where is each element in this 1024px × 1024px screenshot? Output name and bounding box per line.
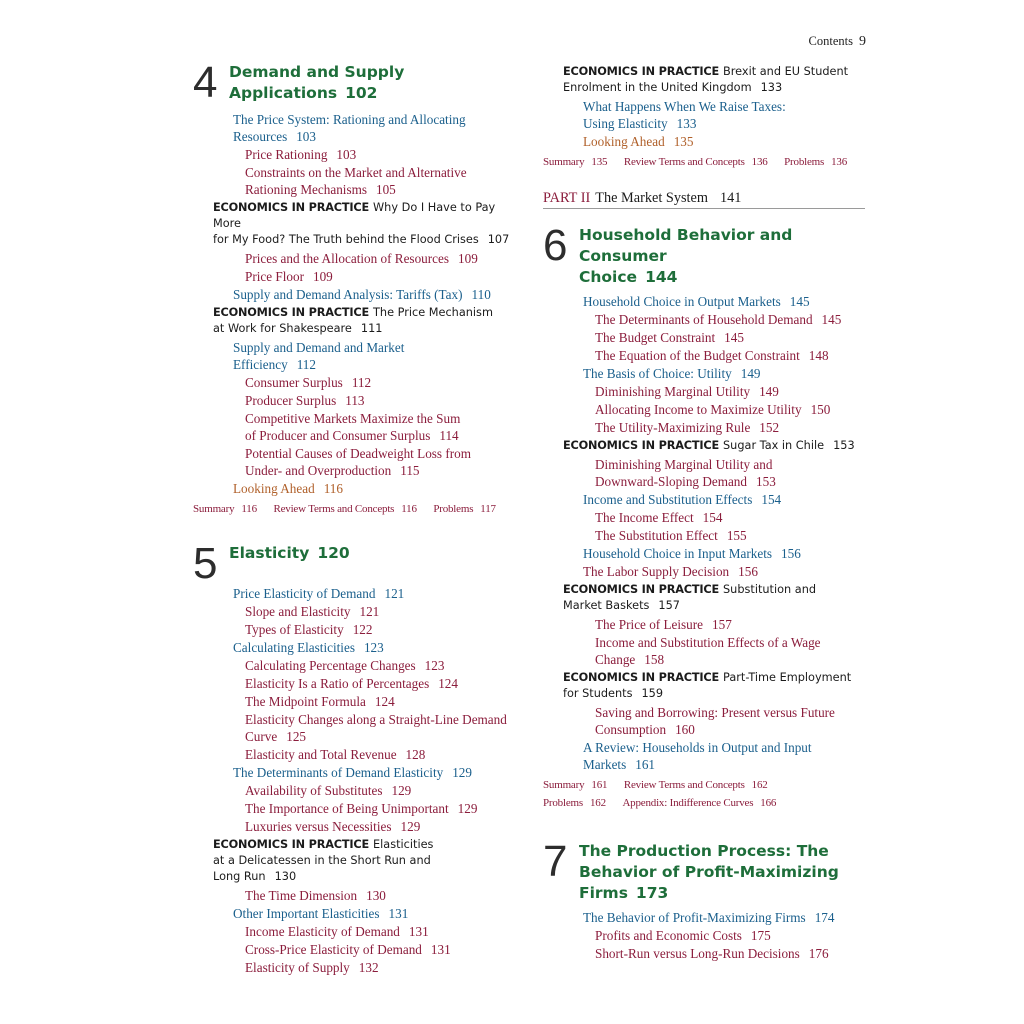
- entry-text: 114: [439, 428, 459, 443]
- entry-text: 153: [833, 439, 855, 452]
- entry-text: 131: [408, 924, 429, 939]
- entry-text: Calculating Elasticities: [233, 640, 355, 655]
- toc-subsection[interactable]: [583, 563, 865, 580]
- entry-text: 161: [635, 757, 655, 772]
- problems-link[interactable]: [433, 503, 495, 515]
- entry-text: Problems: [784, 156, 825, 168]
- toc-subsection[interactable]: [245, 887, 523, 904]
- review-link[interactable]: [624, 779, 768, 791]
- summary-link[interactable]: [543, 779, 607, 791]
- entry-text: 109: [458, 251, 478, 266]
- entry-text: 149: [740, 366, 761, 381]
- entry-text: Prices and the Allocation of Resources: [245, 251, 449, 266]
- entry-text: Elasticity and Total Revenue: [245, 747, 397, 762]
- toc-subsection[interactable]: [595, 527, 865, 544]
- entry-text: 105: [375, 182, 396, 197]
- entry-text: The Basis of Choice: Utility: [583, 366, 732, 381]
- toc-subsection[interactable]: [595, 456, 865, 490]
- toc-subsection[interactable]: [595, 927, 865, 944]
- entry-text: Review Terms and Concepts: [623, 779, 745, 791]
- entry-text: 125: [286, 729, 307, 744]
- review-link[interactable]: [624, 156, 768, 168]
- entry-text: Producer Surplus: [245, 393, 337, 408]
- toc-subsection[interactable]: [245, 941, 523, 958]
- toc-section[interactable]: [233, 639, 523, 656]
- entry-text: 157: [658, 599, 680, 612]
- entry-text: 122: [352, 622, 373, 637]
- entry-text: Resources: [233, 129, 288, 144]
- entry-text: 162: [589, 797, 606, 809]
- entry-text: 120: [317, 544, 350, 562]
- entry-text: 103: [296, 129, 316, 144]
- review-link[interactable]: [273, 503, 416, 515]
- chapter-number: 6: [543, 221, 568, 270]
- entry-text: 128: [405, 747, 426, 762]
- entry-text: Problems: [433, 503, 474, 515]
- entry-text: for My Food? The Truth behind the Flood Crises: [213, 233, 479, 246]
- entry-text: 135: [591, 156, 608, 168]
- entry-text: 174: [814, 910, 835, 925]
- toc-subsection[interactable]: [245, 374, 523, 391]
- toc-subsection[interactable]: [595, 616, 865, 633]
- entry-text: Firms: [579, 884, 628, 902]
- appendix-link[interactable]: [622, 797, 776, 809]
- entry-text: Efficiency: [233, 357, 288, 372]
- toc-subsection[interactable]: [245, 445, 523, 479]
- entry-text: Other Important Elasticities: [233, 906, 380, 921]
- entry-text: 133: [760, 81, 783, 94]
- entry-text: 161: [591, 779, 608, 791]
- right-column: [543, 62, 865, 963]
- entry-text: Curve: [245, 729, 278, 744]
- entry-text: The Substitution Effect: [595, 528, 718, 543]
- toc-subsection[interactable]: [245, 782, 523, 799]
- entry-text: Luxuries versus Necessities: [245, 819, 392, 834]
- entry-text: 107: [487, 233, 510, 246]
- toc-section[interactable]: [583, 739, 865, 773]
- entry-text: ECONOMICS IN PRACTICE: [563, 583, 720, 596]
- toc-subsection[interactable]: [245, 818, 523, 835]
- entry-text: Part-Time Employment: [723, 671, 852, 684]
- toc-subsection[interactable]: [245, 657, 523, 674]
- entry-text: Using Elasticity: [583, 116, 668, 131]
- entry-text: Choice: [579, 268, 638, 286]
- entry-text: 145: [789, 294, 810, 309]
- toc-section[interactable]: [233, 905, 523, 922]
- entry-text: 130: [366, 888, 386, 903]
- entry-text: 130: [274, 870, 297, 883]
- toc-subsection[interactable]: [245, 746, 523, 763]
- entry-text: The Determinants of Household Demand: [595, 312, 813, 327]
- entry-text: The Market System: [595, 190, 708, 206]
- entry-text: Summary: [543, 779, 585, 791]
- entry-text: The Price Mechanism: [373, 306, 493, 319]
- part-heading[interactable]: [543, 190, 865, 209]
- entry-text: Saving and Borrowing: Present versus Future: [595, 705, 835, 720]
- chapter-number: 5: [193, 539, 218, 588]
- toc-section[interactable]: [233, 585, 523, 602]
- chapter-end-matter: [543, 777, 865, 793]
- entry-text: 117: [480, 503, 496, 515]
- entry-text: Review Terms and Concepts: [623, 156, 745, 168]
- entry-text: 129: [391, 783, 412, 798]
- entry-text: 133: [676, 116, 697, 131]
- toc-subsection[interactable]: [245, 959, 523, 976]
- toc-section[interactable]: [583, 98, 865, 132]
- toc-subsection[interactable]: [245, 923, 523, 940]
- entry-text: The Equation of the Budget Constraint: [595, 348, 800, 363]
- entry-text: The Time Dimension: [245, 888, 358, 903]
- entry-text: Elasticity Is a Ratio of Percentages: [245, 676, 430, 691]
- toc-subsection[interactable]: [245, 392, 523, 409]
- entry-text: 157: [712, 617, 732, 632]
- entry-text: Under- and Overproduction: [245, 463, 392, 478]
- toc-section[interactable]: [583, 365, 865, 382]
- entry-text: Why Do I Have to Pay More: [213, 201, 496, 230]
- toc-subsection[interactable]: [595, 945, 865, 962]
- entry-text: ECONOMICS IN PRACTICE: [563, 439, 720, 452]
- entry-text: Types of Elasticity: [245, 622, 344, 637]
- toc-subsection[interactable]: [245, 621, 523, 638]
- economics-in-practice[interactable]: [213, 837, 523, 885]
- toc-subsection[interactable]: [595, 509, 865, 526]
- entry-text: 152: [759, 420, 780, 435]
- entry-text: Elasticity Changes along a Straight-Line Demand: [245, 712, 507, 727]
- economics-in-practice[interactable]: [563, 64, 865, 96]
- toc-subsection[interactable]: [245, 800, 523, 817]
- entry-text: 121: [359, 604, 380, 619]
- entry-text: Household Choice in Input Markets: [583, 546, 772, 561]
- chapter-title: [229, 62, 404, 104]
- entry-text: The Utility-Maximizing Rule: [595, 420, 751, 435]
- entry-text: Cross-Price Elasticity of Demand: [245, 942, 422, 957]
- entry-text: at Work for Shakespeare: [213, 322, 352, 335]
- entry-text: Looking Ahead: [233, 481, 315, 496]
- toc-section[interactable]: [583, 545, 865, 562]
- toc-subsection[interactable]: [595, 704, 865, 738]
- entry-text: 154: [702, 510, 723, 525]
- entry-text: Change: [595, 652, 636, 667]
- chapter-title: [229, 543, 350, 564]
- entry-text: 160: [675, 722, 695, 737]
- toc-subsection[interactable]: [595, 329, 865, 346]
- toc-subsection[interactable]: [245, 146, 523, 163]
- entry-text: The Price System: Rationing and Allocating: [233, 112, 466, 127]
- entry-text: Supply and Demand Analysis: Tariffs (Tax): [233, 287, 463, 302]
- toc-section[interactable]: [233, 286, 523, 303]
- entry-text: The Midpoint Formula: [245, 694, 366, 709]
- entry-text: Behavior of Profit-Maximizing: [579, 863, 839, 881]
- entry-text: Short-Run versus Long-Run Decisions: [595, 946, 800, 961]
- problems-link[interactable]: [543, 797, 606, 809]
- entry-text: Diminishing Marginal Utility and: [595, 457, 773, 472]
- entry-text: The Determinants of Demand Elasticity: [233, 765, 444, 780]
- entry-text: Supply and Demand and Market: [233, 340, 405, 355]
- entry-text: 116: [323, 481, 343, 496]
- chapter-end-matter: [193, 501, 523, 517]
- entry-text: 124: [374, 694, 395, 709]
- entry-text: 129: [452, 765, 472, 780]
- toc-subsection[interactable]: [245, 410, 523, 444]
- economics-in-practice[interactable]: [213, 305, 523, 337]
- entry-text: Elasticity: [229, 544, 310, 562]
- economics-in-practice[interactable]: [563, 670, 865, 702]
- entry-text: 131: [388, 906, 409, 921]
- page-number: 9: [859, 34, 866, 49]
- entry-text: 124: [438, 676, 458, 691]
- chapter-title: [579, 225, 865, 288]
- entry-text: Availability of Substitutes: [245, 783, 383, 798]
- entry-text: 136: [751, 156, 768, 168]
- entry-text: Summary: [543, 156, 585, 168]
- entry-text: 135: [673, 134, 694, 149]
- entry-text: Long Run: [213, 870, 266, 883]
- running-head: [809, 34, 866, 50]
- entry-text: for Students: [563, 687, 633, 700]
- entry-text: ECONOMICS IN PRACTICE: [213, 306, 370, 319]
- toc-subsection[interactable]: [245, 603, 523, 620]
- entry-text: The Behavior of Profit-Maximizing Firms: [583, 910, 806, 925]
- toc-subsection[interactable]: [595, 347, 865, 364]
- looking-ahead[interactable]: [583, 133, 865, 150]
- entry-text: Demand and Supply: [229, 63, 405, 81]
- entry-text: Allocating Income to Maximize Utility: [595, 402, 802, 417]
- entry-text: Downward-Sloping Demand: [595, 474, 747, 489]
- entry-text: 148: [808, 348, 829, 363]
- entry-text: 111: [360, 322, 383, 335]
- toc-subsection[interactable]: [595, 311, 865, 328]
- entry-text: 116: [401, 503, 417, 515]
- toc-subsection[interactable]: [245, 164, 523, 198]
- economics-in-practice[interactable]: [213, 200, 523, 248]
- entry-text: 141: [719, 190, 742, 206]
- toc-section[interactable]: [583, 293, 865, 310]
- entry-text: Rationing Mechanisms: [245, 182, 367, 197]
- entry-text: 123: [424, 658, 445, 673]
- toc-section[interactable]: [583, 491, 865, 508]
- entry-text: 113: [345, 393, 365, 408]
- entry-text: Appendix: Indifference Curves: [622, 797, 754, 809]
- toc-subsection[interactable]: [595, 401, 865, 418]
- entry-text: The Budget Constraint: [595, 330, 716, 345]
- running-head-label: Contents: [808, 34, 853, 48]
- entry-text: Calculating Percentage Changes: [245, 658, 416, 673]
- entry-text: 110: [471, 287, 491, 302]
- toc-section[interactable]: [233, 111, 523, 145]
- entry-text: 162: [751, 779, 768, 791]
- entry-text: The Price of Leisure: [595, 617, 704, 632]
- entry-text: Price Elasticity of Demand: [233, 586, 376, 601]
- entry-text: Problems: [543, 797, 583, 809]
- entry-text: 129: [457, 801, 478, 816]
- entry-text: Competitive Markets Maximize the Sum: [245, 411, 461, 426]
- toc-section[interactable]: [583, 909, 865, 926]
- chapter-4-header: [193, 58, 523, 107]
- entry-text: 145: [724, 330, 744, 345]
- entry-text: The Labor Supply Decision: [583, 564, 730, 579]
- entry-text: ECONOMICS IN PRACTICE: [213, 838, 370, 851]
- entry-text: of Producer and Consumer Surplus: [245, 428, 431, 443]
- toc-subsection[interactable]: [245, 268, 523, 285]
- entry-text: Profits and Economic Costs: [595, 928, 742, 943]
- entry-text: 121: [384, 586, 405, 601]
- entry-text: Slope and Elasticity: [245, 604, 351, 619]
- entry-text: Elasticities: [373, 838, 434, 851]
- entry-text: 153: [756, 474, 776, 489]
- toc-subsection[interactable]: [245, 250, 523, 267]
- entry-text: Household Behavior and Consumer: [579, 226, 793, 265]
- summary-link[interactable]: [543, 156, 607, 168]
- chapter-title: [579, 841, 839, 904]
- entry-text: ECONOMICS IN PRACTICE: [563, 671, 720, 684]
- entry-text: 136: [831, 156, 848, 168]
- entry-text: Applications: [229, 84, 338, 102]
- entry-text: ECONOMICS IN PRACTICE: [213, 201, 370, 214]
- entry-text: Enrolment in the United Kingdom: [563, 81, 752, 94]
- entry-text: Consumer Surplus: [245, 375, 343, 390]
- entry-text: 173: [635, 884, 669, 902]
- entry-text: 156: [738, 564, 758, 579]
- chapter-end-matter: [543, 795, 865, 811]
- entry-text: Review Terms and Concepts: [273, 503, 395, 515]
- entry-text: Market Baskets: [563, 599, 650, 612]
- entry-text: Income Elasticity of Demand: [245, 924, 400, 939]
- entry-text: 112: [296, 357, 316, 372]
- entry-text: Brexit and EU Student: [723, 65, 849, 78]
- entry-text: 150: [810, 402, 831, 417]
- problems-link[interactable]: [784, 156, 847, 168]
- entry-text: Price Rationing: [245, 147, 328, 162]
- entry-text: Price Floor: [245, 269, 304, 284]
- looking-ahead[interactable]: [233, 480, 523, 497]
- entry-text: 131: [430, 942, 451, 957]
- chapter-number: 7: [543, 837, 568, 886]
- entry-text: The Importance of Being Unimportant: [245, 801, 449, 816]
- entry-text: 154: [761, 492, 782, 507]
- entry-text: 144: [645, 268, 678, 286]
- entry-text: Household Choice in Output Markets: [583, 294, 781, 309]
- entry-text: The Production Process: The: [579, 842, 829, 860]
- entry-text: 145: [821, 312, 842, 327]
- toc-subsection[interactable]: [595, 383, 865, 400]
- entry-text: 102: [345, 84, 378, 102]
- entry-text: Substitution and: [723, 583, 817, 596]
- entry-text: Income and Substitution Effects of a Wage: [595, 635, 821, 650]
- toc-subsection[interactable]: [245, 693, 523, 710]
- left-column: [193, 58, 523, 977]
- entry-text: 115: [400, 463, 420, 478]
- economics-in-practice[interactable]: [563, 582, 865, 614]
- entry-text: 132: [358, 960, 379, 975]
- toc-subsection[interactable]: [245, 711, 523, 745]
- entry-text: 175: [750, 928, 771, 943]
- toc-subsection[interactable]: [595, 419, 865, 436]
- entry-text: 123: [363, 640, 384, 655]
- entry-text: Diminishing Marginal Utility: [595, 384, 751, 399]
- entry-text: Consumption: [595, 722, 667, 737]
- chapter-7-header: [543, 837, 865, 904]
- entry-text: 156: [781, 546, 801, 561]
- entry-text: 109: [312, 269, 333, 284]
- entry-text: 166: [760, 797, 777, 809]
- chapter-6-header: [543, 221, 865, 288]
- entry-text: Income and Substitution Effects: [583, 492, 753, 507]
- entry-text: 116: [241, 503, 257, 515]
- entry-text: Looking Ahead: [583, 134, 665, 149]
- entry-text: Sugar Tax in Chile: [723, 439, 825, 452]
- entry-text: What Happens When We Raise Taxes:: [583, 99, 786, 114]
- entry-text: A Review: Households in Output and Input: [583, 740, 812, 755]
- entry-text: 112: [351, 375, 372, 390]
- chapter-end-matter: [543, 154, 865, 170]
- toc-subsection[interactable]: [245, 675, 523, 692]
- entry-text: Potential Causes of Deadweight Loss from: [245, 446, 471, 461]
- entry-text: 159: [641, 687, 664, 700]
- chapter-number: 4: [193, 58, 218, 107]
- entry-text: Constraints on the Market and Alternative: [245, 165, 467, 180]
- entry-text: 149: [759, 384, 779, 399]
- entry-text: Elasticity of Supply: [245, 960, 350, 975]
- chapter-5-header: [193, 539, 523, 588]
- entry-text: ECONOMICS IN PRACTICE: [563, 65, 720, 78]
- entry-text: 176: [808, 946, 829, 961]
- summary-link[interactable]: [193, 503, 257, 515]
- toc-section[interactable]: [233, 339, 523, 373]
- entry-text: 129: [400, 819, 421, 834]
- entry-text: at a Delicatessen in the Short Run and: [213, 854, 431, 867]
- toc-subsection[interactable]: [595, 634, 865, 668]
- toc-section[interactable]: [233, 764, 523, 781]
- entry-text: 158: [644, 652, 665, 667]
- entry-text: Summary: [193, 503, 235, 515]
- entry-text: Markets: [583, 757, 627, 772]
- entry-text: The Income Effect: [595, 510, 694, 525]
- economics-in-practice[interactable]: [563, 438, 865, 454]
- entry-text: 155: [726, 528, 747, 543]
- entry-text: 103: [336, 147, 357, 162]
- entry-text: PART II: [543, 190, 591, 206]
